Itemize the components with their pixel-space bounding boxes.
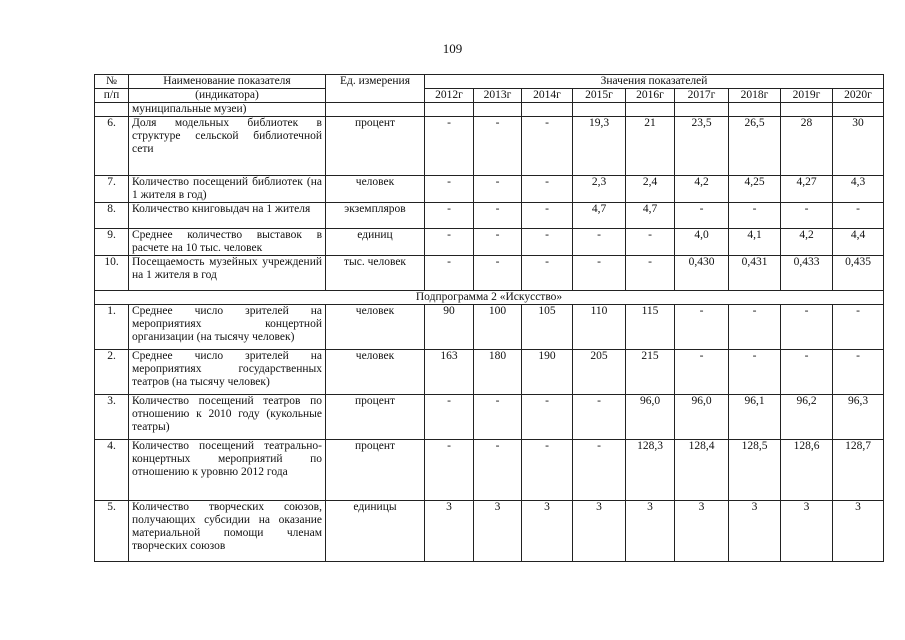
header-year: 2014г [522, 89, 573, 103]
table-row [95, 117, 884, 176]
row-number: 3. [95, 395, 129, 440]
indicator-value: 96,2 [781, 395, 833, 440]
header-num-top: № [95, 75, 129, 89]
table-row [95, 176, 884, 203]
indicator-value: - [781, 305, 833, 350]
subprogram-row [95, 291, 884, 305]
indicator-name: Среднее число зрителей на мероприятиях концертной организации (на тысячу человек) [129, 305, 326, 350]
indicator-value: 3 [626, 501, 675, 562]
indicator-value: - [522, 176, 573, 203]
continuation-num [95, 103, 129, 117]
indicator-value: - [781, 350, 833, 395]
row-number: 10. [95, 256, 129, 291]
indicator-value: 3 [833, 501, 884, 562]
table-row [95, 350, 884, 395]
indicator-value: - [675, 305, 729, 350]
indicator-value: - [522, 440, 573, 501]
indicator-value: 2,4 [626, 176, 675, 203]
indicator-name: Количество творческих союзов, получающих субсидии на оказание материальной помощи членам творческих союзов [129, 501, 326, 562]
indicator-value: - [833, 305, 884, 350]
header-year: 2017г [675, 89, 729, 103]
indicator-value: - [522, 229, 573, 256]
indicator-value: 3 [675, 501, 729, 562]
indicator-value: 4,1 [729, 229, 781, 256]
unit-of-measure: человек [326, 305, 425, 350]
indicator-value: - [474, 229, 522, 256]
indicator-value: 4,4 [833, 229, 884, 256]
indicator-value: 100 [474, 305, 522, 350]
indicator-value: 3 [781, 501, 833, 562]
indicator-value: - [425, 203, 474, 229]
indicator-value: 96,3 [833, 395, 884, 440]
indicator-value: - [474, 203, 522, 229]
table-row [95, 229, 884, 256]
indicator-value: - [729, 203, 781, 229]
indicator-value: 3 [573, 501, 626, 562]
indicator-value: - [522, 256, 573, 291]
indicator-value: 115 [626, 305, 675, 350]
indicator-name: Количество посещений театров по отношению к 2010 году (кукольные театры) [129, 395, 326, 440]
indicator-value: 96,1 [729, 395, 781, 440]
continuation-text: муниципальные музеи) [129, 103, 326, 117]
indicator-value: - [573, 395, 626, 440]
indicator-value: 28 [781, 117, 833, 176]
indicator-value: - [833, 203, 884, 229]
continuation-unit [326, 103, 425, 117]
header-row-2 [95, 89, 884, 103]
indicator-value: 128,5 [729, 440, 781, 501]
indicator-value: 4,2 [675, 176, 729, 203]
indicator-value: 128,7 [833, 440, 884, 501]
row-number: 7. [95, 176, 129, 203]
indicator-value: 215 [626, 350, 675, 395]
indicator-value: 110 [573, 305, 626, 350]
header-year: 2018г [729, 89, 781, 103]
indicator-value: 4,7 [573, 203, 626, 229]
indicator-value: - [573, 229, 626, 256]
header-num-bottom: п/п [95, 89, 129, 103]
indicator-value: - [425, 176, 474, 203]
unit-of-measure: процент [326, 117, 425, 176]
indicator-value: 90 [425, 305, 474, 350]
indicator-name: Доля модельных библиотек в структуре сельской библиотечной сети [129, 117, 326, 176]
indicator-value: 26,5 [729, 117, 781, 176]
indicator-name: Среднее количество выставок в расчете на 10 тыс. человек [129, 229, 326, 256]
indicator-value: 2,3 [573, 176, 626, 203]
indicator-value: 96,0 [626, 395, 675, 440]
indicator-value: - [474, 256, 522, 291]
indicator-value: - [474, 117, 522, 176]
row-number: 4. [95, 440, 129, 501]
page-number: 109 [442, 41, 463, 56]
indicator-value: - [425, 395, 474, 440]
header-year: 2020г [833, 89, 884, 103]
continuation-row [95, 103, 884, 117]
header-unit: Ед. измерения [326, 75, 425, 103]
indicator-value: - [474, 440, 522, 501]
unit-of-measure: человек [326, 350, 425, 395]
indicator-value: 105 [522, 305, 573, 350]
indicator-value: 163 [425, 350, 474, 395]
indicator-value: - [425, 440, 474, 501]
indicator-name: Среднее число зрителей на мероприятиях государственных театров (на тысячу человек) [129, 350, 326, 395]
indicator-value: - [474, 395, 522, 440]
indicator-value: 128,4 [675, 440, 729, 501]
indicator-value: - [626, 256, 675, 291]
row-number: 2. [95, 350, 129, 395]
table-row [95, 203, 884, 229]
indicator-name: Количество книговыдач на 1 жителя [129, 203, 326, 229]
indicator-value: - [522, 117, 573, 176]
table-row [95, 440, 884, 501]
indicator-value: - [474, 176, 522, 203]
header-year: 2019г [781, 89, 833, 103]
header-name-top: Наименование показателя [129, 75, 326, 89]
header-year: 2013г [474, 89, 522, 103]
indicator-value: - [781, 203, 833, 229]
header-row-1 [95, 75, 884, 89]
indicator-name: Посещаемость музейных учреждений на 1 жителя в год [129, 256, 326, 291]
indicator-value: 4,25 [729, 176, 781, 203]
unit-of-measure: единицы [326, 501, 425, 562]
indicator-value: - [522, 395, 573, 440]
indicator-value: 3 [729, 501, 781, 562]
header-name-bottom: (индикатора) [129, 89, 326, 103]
indicator-value: 3 [522, 501, 573, 562]
indicator-name: Количество посещений театрально-концертных мероприятий по отношению к уровню 2012 года [129, 440, 326, 501]
header-year: 2016г [626, 89, 675, 103]
row-number: 1. [95, 305, 129, 350]
indicator-value: 128,3 [626, 440, 675, 501]
indicator-value: - [573, 440, 626, 501]
indicator-value: - [626, 229, 675, 256]
indicator-value: 3 [474, 501, 522, 562]
indicator-value: 4,0 [675, 229, 729, 256]
unit-of-measure: процент [326, 440, 425, 501]
header-values-title: Значения показателей [425, 75, 884, 89]
unit-of-measure: экземпляров [326, 203, 425, 229]
indicator-value: - [729, 305, 781, 350]
indicator-value: 4,27 [781, 176, 833, 203]
table-row [95, 501, 884, 562]
indicator-value: 4,2 [781, 229, 833, 256]
unit-of-measure: единиц [326, 229, 425, 256]
indicator-name: Количество посещений библиотек (на 1 жителя в год) [129, 176, 326, 203]
indicator-value: 205 [573, 350, 626, 395]
row-number: 9. [95, 229, 129, 256]
row-number: 6. [95, 117, 129, 176]
indicator-value: 0,430 [675, 256, 729, 291]
indicator-value: 23,5 [675, 117, 729, 176]
header-year: 2015г [573, 89, 626, 103]
indicator-value: 21 [626, 117, 675, 176]
indicator-value: 4,7 [626, 203, 675, 229]
indicator-value: - [833, 350, 884, 395]
row-number: 8. [95, 203, 129, 229]
indicator-value: 19,3 [573, 117, 626, 176]
indicator-value: 3 [425, 501, 474, 562]
indicator-value: 0,435 [833, 256, 884, 291]
table-row [95, 256, 884, 291]
indicator-value: - [675, 350, 729, 395]
indicator-value: 0,433 [781, 256, 833, 291]
row-number: 5. [95, 501, 129, 562]
indicator-value: - [675, 203, 729, 229]
indicator-value: - [729, 350, 781, 395]
indicator-value: 190 [522, 350, 573, 395]
table-row [95, 395, 884, 440]
indicator-value: - [522, 203, 573, 229]
indicators-table [94, 74, 884, 562]
unit-of-measure: тыс. человек [326, 256, 425, 291]
header-year: 2012г [425, 89, 474, 103]
indicator-value: - [425, 256, 474, 291]
indicator-value: - [425, 117, 474, 176]
indicator-value: 180 [474, 350, 522, 395]
table-row [95, 305, 884, 350]
indicator-value: 128,6 [781, 440, 833, 501]
indicator-value: 4,3 [833, 176, 884, 203]
indicator-value: 0,431 [729, 256, 781, 291]
indicator-value: 96,0 [675, 395, 729, 440]
indicator-value: - [425, 229, 474, 256]
unit-of-measure: процент [326, 395, 425, 440]
indicator-value: 30 [833, 117, 884, 176]
indicator-value: - [573, 256, 626, 291]
unit-of-measure: человек [326, 176, 425, 203]
subprogram-title: Подпрограмма 2 «Искусство» [95, 291, 884, 305]
